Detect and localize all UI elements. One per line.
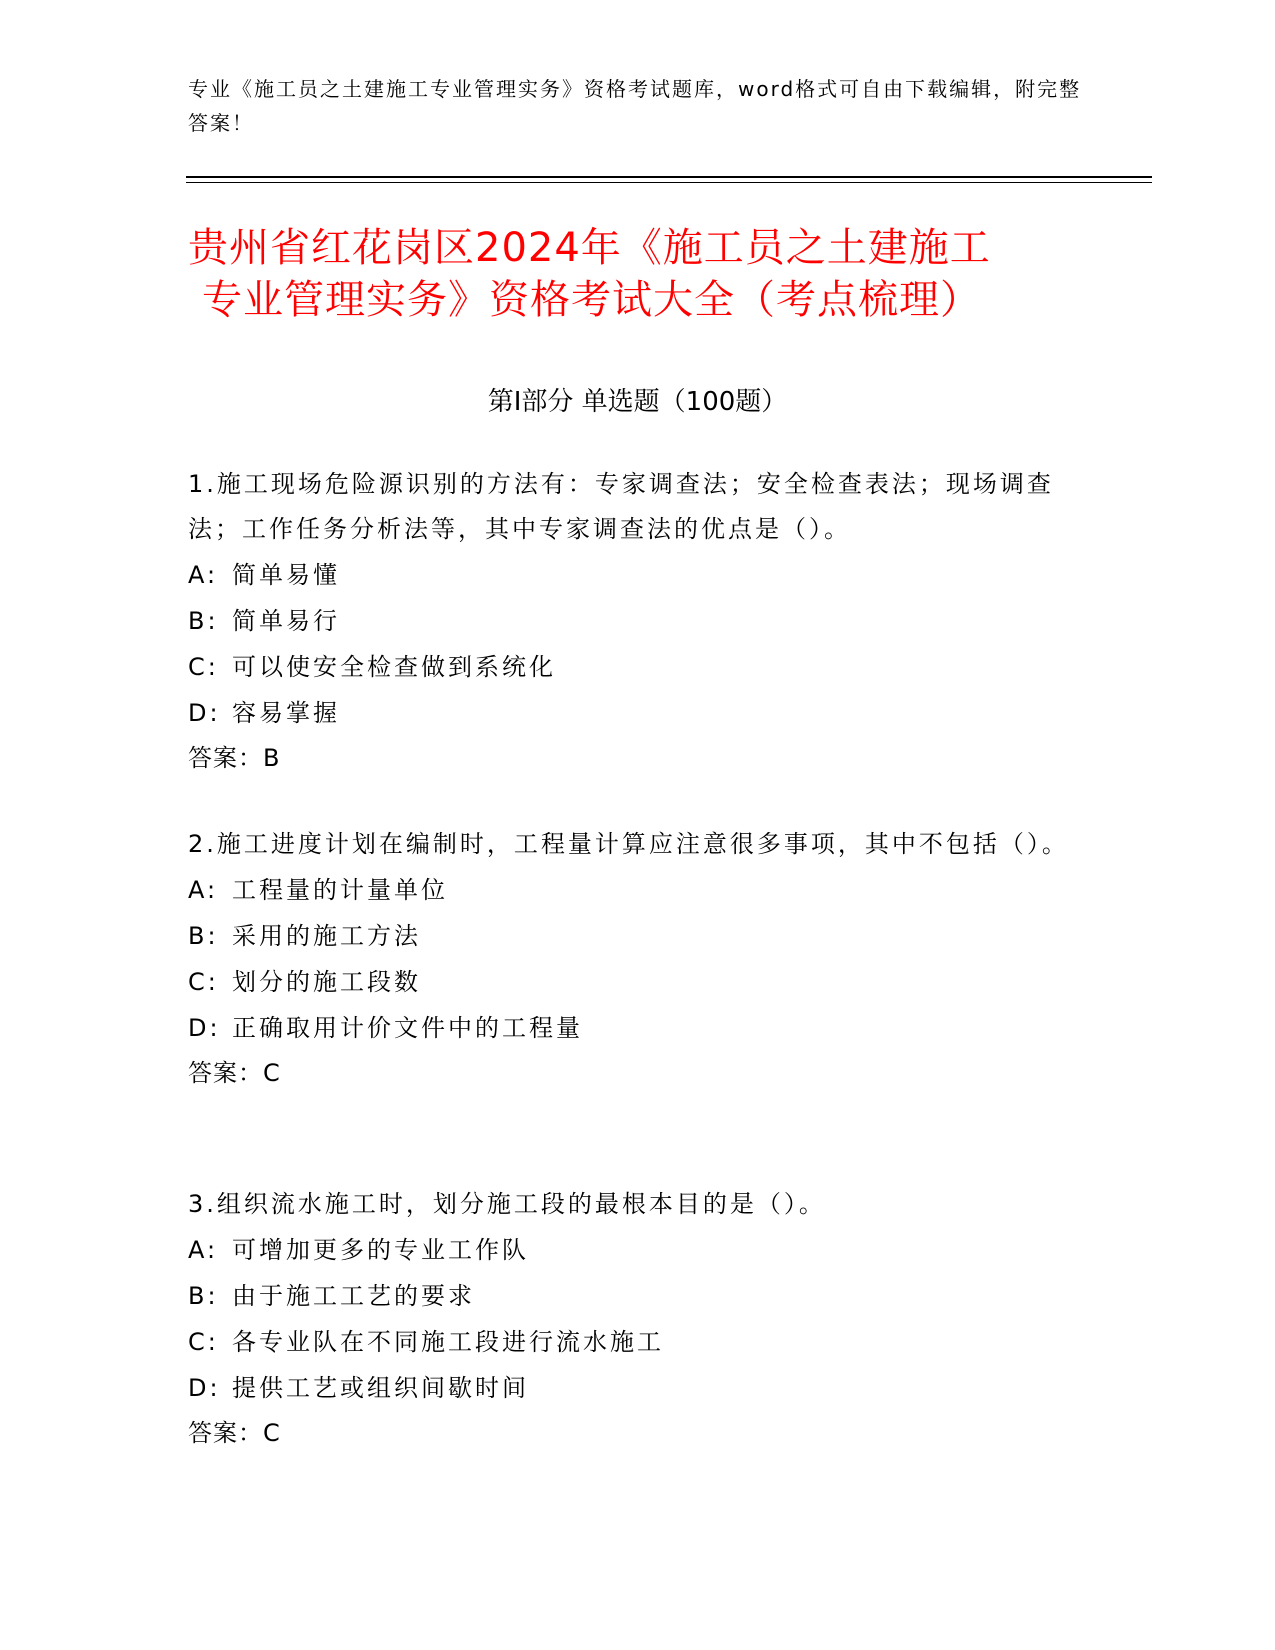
header-divider-bottom (186, 182, 1152, 183)
question-3 (188, 1182, 1088, 1455)
answer: 答案：C (188, 1419, 281, 1447)
header-note: 专业《施工员之土建施工专业管理实务》资格考试题库，word格式可自由下载编辑，附完整答案！ (188, 77, 1082, 135)
title-line-1: 贵州省红花岗区2024年《施工员之土建施工 (188, 225, 991, 271)
option-text: 由于施工工艺的要求 (232, 1282, 475, 1310)
option-c (188, 1319, 1088, 1365)
option-text: 简单易懂 (232, 561, 340, 589)
option-d (188, 1005, 1088, 1051)
option-text: 提供工艺或组织间歇时间 (232, 1374, 529, 1402)
option-text: 划分的施工段数 (232, 968, 421, 996)
option-text: 工程量的计量单位 (232, 876, 448, 904)
question-stem: 2.施工进度计划在编制时，工程量计算应注意很多事项，其中不包括（）。 (188, 830, 1069, 858)
option-label: D: (188, 699, 221, 727)
option-b (188, 1273, 1088, 1319)
answer: 答案：B (188, 744, 281, 772)
option-text: 简单易行 (232, 607, 340, 635)
option-c (188, 959, 1088, 1005)
option-label: C: (188, 1328, 219, 1356)
option-label: C: (188, 653, 219, 681)
option-d (188, 690, 1088, 736)
question-stem: 3.组织流水施工时，划分施工段的最根本目的是（）。 (188, 1190, 826, 1218)
option-label: B: (188, 607, 219, 635)
option-text: 容易掌握 (232, 699, 340, 727)
option-label: C: (188, 968, 219, 996)
option-text: 采用的施工方法 (232, 922, 421, 950)
option-a (188, 552, 1088, 598)
question-1 (188, 462, 1088, 780)
option-a (188, 867, 1088, 913)
option-label: B: (188, 1282, 219, 1310)
section-heading: 第Ⅰ部分 单选题（100题） (487, 387, 788, 417)
option-text: 可以使安全检查做到系统化 (232, 653, 556, 681)
option-a (188, 1227, 1088, 1273)
option-label: A: (188, 876, 219, 904)
document-title (188, 222, 1148, 326)
answer: 答案：C (188, 1059, 281, 1087)
option-c (188, 644, 1088, 690)
option-text: 可增加更多的专业工作队 (232, 1236, 529, 1264)
option-label: D: (188, 1374, 221, 1402)
title-line-2: 专业管理实务》资格考试大全（考点梳理） (202, 277, 981, 323)
option-label: B: (188, 922, 219, 950)
option-text: 正确取用计价文件中的工程量 (232, 1014, 583, 1042)
option-label: A: (188, 561, 219, 589)
option-b (188, 913, 1088, 959)
option-b (188, 598, 1088, 644)
option-label: D: (188, 1014, 221, 1042)
header-divider-top (186, 176, 1152, 178)
question-stem: 1.施工现场危险源识别的方法有：专家调查法；安全检查表法；现场调查法；工作任务分析法等，其中专家调查法的优点是（）。 (188, 470, 1054, 543)
option-d (188, 1365, 1088, 1411)
option-label: A: (188, 1236, 219, 1264)
option-text: 各专业队在不同施工段进行流水施工 (232, 1328, 664, 1356)
question-2 (188, 822, 1088, 1095)
